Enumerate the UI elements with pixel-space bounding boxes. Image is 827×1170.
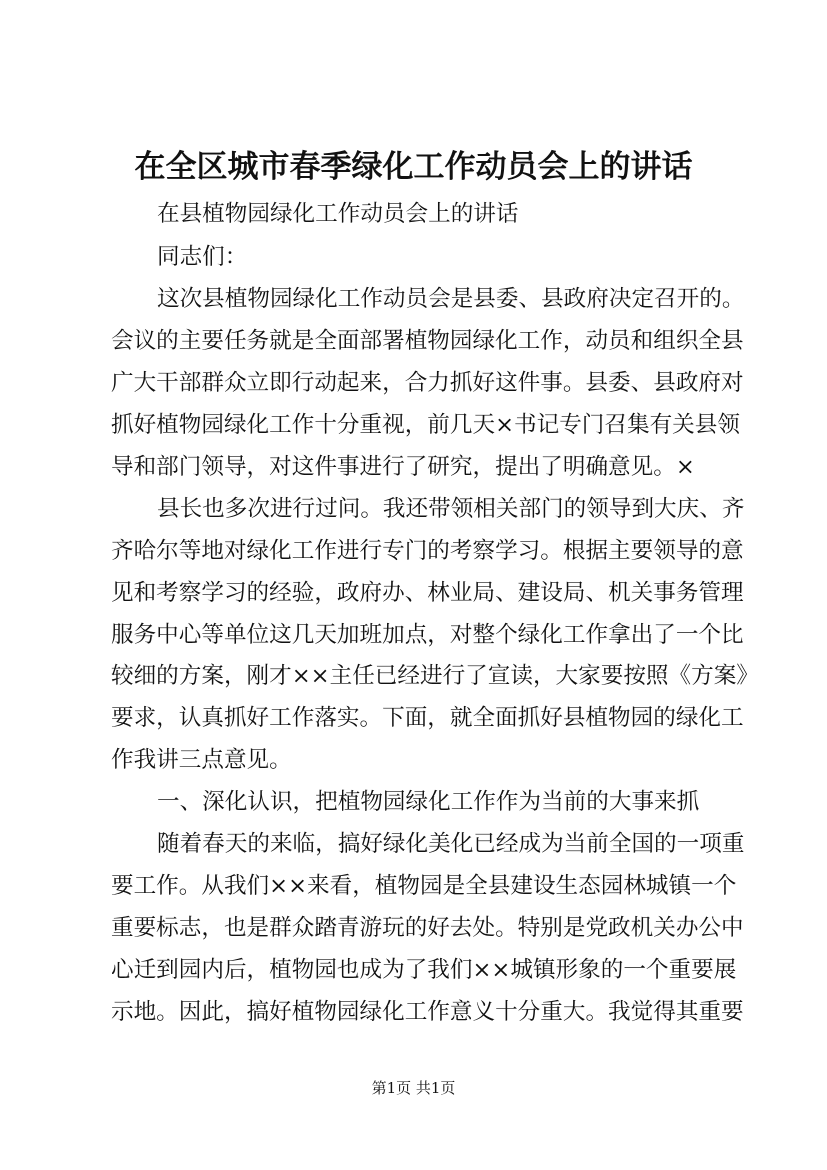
body-line: 示地。因此，搞好植物园绿化工作意义十分重大。我觉得其重要 <box>111 999 744 1025</box>
body-line: 这次县植物园绿化工作动员会是县委、县政府决定召开的。 <box>157 286 745 312</box>
body-line: 会议的主要任务就是全面部署植物园绿化工作，动员和组织全县 <box>111 328 744 354</box>
body-line: 导和部门领导，对这件事进行了研究，提出了明确意见。× <box>111 454 695 480</box>
body-line: 要工作。从我们××来看，植物园是全县建设生态园林城镇一个 <box>111 873 737 899</box>
page-title: 在全区城市春季绿化工作动员会上的讲话 <box>134 149 693 185</box>
body-line: 抓好植物园绿化工作十分重视，前几天×书记专门召集有关县领 <box>111 412 740 438</box>
body-line: 随着春天的来临，搞好绿化美化已经成为当前全国的一项重 <box>157 831 745 857</box>
body-line: 见和考察学习的经验，政府办、林业局、建设局、机关事务管理 <box>111 580 744 606</box>
body-line: 作我讲三点意见。 <box>111 747 292 773</box>
body-line: 齐哈尔等地对绿化工作进行专门的考察学习。根据主要领导的意 <box>111 538 744 564</box>
body-line: 广大干部群众立即行动起来，合力抓好这件事。县委、县政府对 <box>111 370 744 396</box>
body-line: 服务中心等单位这几天加班加点，对整个绿化工作拿出了一个比 <box>111 622 744 648</box>
body-line: 要求，认真抓好工作落实。下面，就全面抓好县植物园的绿化工 <box>111 705 744 731</box>
page-number: 第1页 共1页 <box>371 1079 456 1097</box>
body-line: 较细的方案，刚才××主任已经进行了宣读，大家要按照《方案》 <box>111 663 759 689</box>
body-line: 县长也多次进行过问。我还带领相关部门的领导到大庆、齐 <box>157 496 745 522</box>
section-heading: 一、深化认识，把植物园绿化工作作为当前的大事来抓 <box>157 789 700 815</box>
body-line: 心迁到园内后，植物园也成为了我们××城镇形象的一个重要展 <box>111 957 737 983</box>
body-line: 重要标志，也是群众踏青游玩的好去处。特别是党政机关办公中 <box>111 915 744 941</box>
subtitle-line: 在县植物园绿化工作动员会上的讲话 <box>157 201 519 227</box>
salutation-line: 同志们： <box>157 244 248 270</box>
